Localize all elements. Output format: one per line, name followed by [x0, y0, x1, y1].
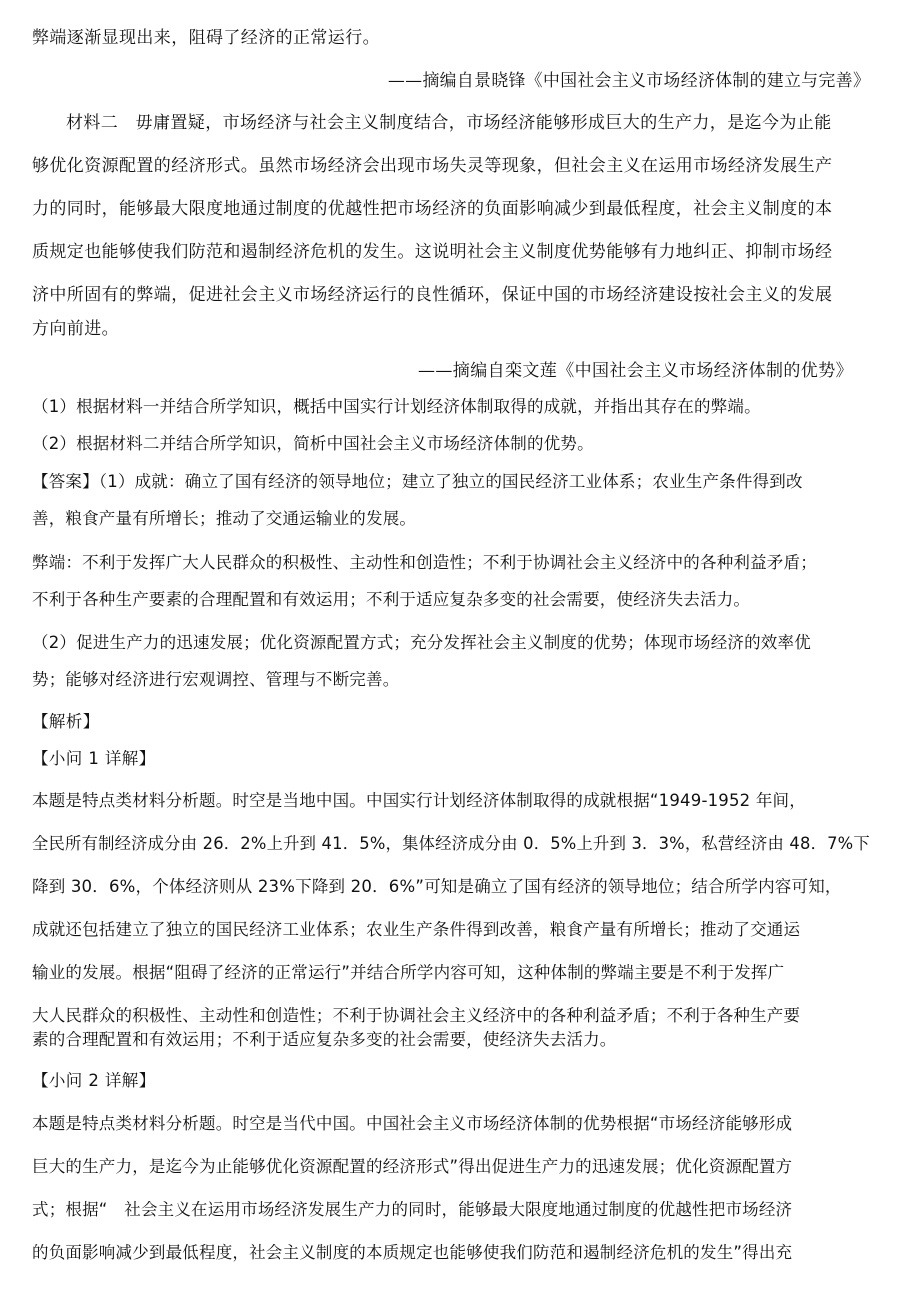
answer-line: 不利于各种生产要素的合理配置和有效运用；不利于适应复杂多变的社会需要，使经济失去活力。	[32, 590, 751, 609]
q1-analysis-line: 输业的发展。根据“阻碍了经济的正常运行”并结合所学内容可知，这种体制的弊端主要是不利于发挥广	[32, 963, 785, 982]
source-citation-2: ——摘编自栾文莲《中国社会主义市场经济体制的优势》	[418, 361, 853, 381]
subquestion-1-heading: 【小问 1 详解】	[32, 749, 156, 768]
analysis-label: 【解析】	[32, 712, 100, 731]
q1-analysis-line: 大人民群众的积极性、主动性和创造性；不利于协调社会主义经济中的各种利益矛盾；不利于各种生产要	[32, 1006, 801, 1025]
subquestion-2-heading: 【小问 2 详解】	[32, 1071, 156, 1090]
material2-line: 够优化资源配置的经济形式。虽然市场经济会出现市场失灵等现象，但社会主义在运用市场经济发展生产	[32, 156, 833, 176]
answer-line: 【答案】（1）成就：确立了国有经济的领导地位；建立了独立的国民经济工业体系；农业生产条件得到改	[32, 472, 803, 491]
q2-analysis-line: 本题是特点类材料分析题。时空是当代中国。中国社会主义市场经济体制的优势根据“市场经济能够形成	[32, 1114, 793, 1133]
material1-tail: 弊端逐渐显现出来，阻碍了经济的正常运行。	[32, 28, 380, 48]
material2-line: 材料二 毋庸置疑，市场经济与社会主义制度结合，市场经济能够形成巨大的生产力，是迄今为止能	[66, 113, 832, 133]
q2-analysis-line: 巨大的生产力，是迄今为止能够优化资源配置的经济形式”得出促进生产力的迅速发展；优化资源配置方	[32, 1157, 793, 1176]
answer-line: 弊端：不利于发挥广大人民群众的积极性、主动性和创造性；不利于协调社会主义经济中的各种利益矛盾；	[32, 553, 817, 572]
material2-line: 济中所固有的弊端，促进社会主义市场经济运行的良性循环，保证中国的市场经济建设按社会主义的发展	[32, 285, 833, 305]
q2-analysis-line: 式；根据“ 社会主义在运用市场经济发展生产力的同时，能够最大限度地通过制度的优越性把市场经济	[32, 1200, 793, 1219]
q1-analysis-line: 降到 30．6%，个体经济则从 23%下降到 20．6%”可知是确立了国有经济的领导地位；结合所学内容可知，	[32, 877, 842, 896]
material2-line: 力的同时，能够最大限度地通过制度的优越性把市场经济的负面影响减少到最低程度，社会主义制度的本	[32, 199, 833, 219]
q2-analysis-line: 的负面影响减少到最低程度，社会主义制度的本质规定也能够使我们防范和遏制经济危机的发生”得出充	[32, 1243, 793, 1262]
answer-line: （2）促进生产力的迅速发展；优化资源配置方式；充分发挥社会主义制度的优势；体现市场经济的效率优	[32, 633, 811, 652]
q1-analysis-line: 全民所有制经济成分由 26．2%上升到 41．5%，集体经济成分由 0．5%上升到 3．3%，私营经济由 48．7%下	[32, 834, 870, 853]
question-1: （1）根据材料一并结合所学知识，概括中国实行计划经济体制取得的成就，并指出其存在的弊端。	[32, 397, 761, 416]
source-citation-1: ——摘编自景晓锋《中国社会主义市场经济体制的建立与完善》	[388, 71, 871, 91]
material2-line: 方向前进。	[32, 319, 119, 339]
q1-analysis-line: 素的合理配置和有效运用；不利于适应复杂多变的社会需要，使经济失去活力。	[32, 1030, 617, 1049]
question-2: （2）根据材料二并结合所学知识，简析中国社会主义市场经济体制的优势。	[32, 434, 594, 453]
material2-line: 质规定也能够使我们防范和遏制经济危机的发生。这说明社会主义制度优势能够有力地纠正、抑制市场经	[32, 242, 833, 262]
q1-analysis-line: 本题是特点类材料分析题。时空是当地中国。中国实行计划经济体制取得的成就根据“1949-1952 年间，	[32, 791, 806, 810]
q1-analysis-line: 成就还包括建立了独立的国民经济工业体系；农业生产条件得到改善，粮食产量有所增长；推动了交通运	[32, 920, 801, 939]
answer-line: 势；能够对经济进行宏观调控、管理与不断完善。	[32, 670, 400, 689]
answer-line: 善，粮食产量有所增长；推动了交通运输业的发展。	[32, 509, 417, 528]
